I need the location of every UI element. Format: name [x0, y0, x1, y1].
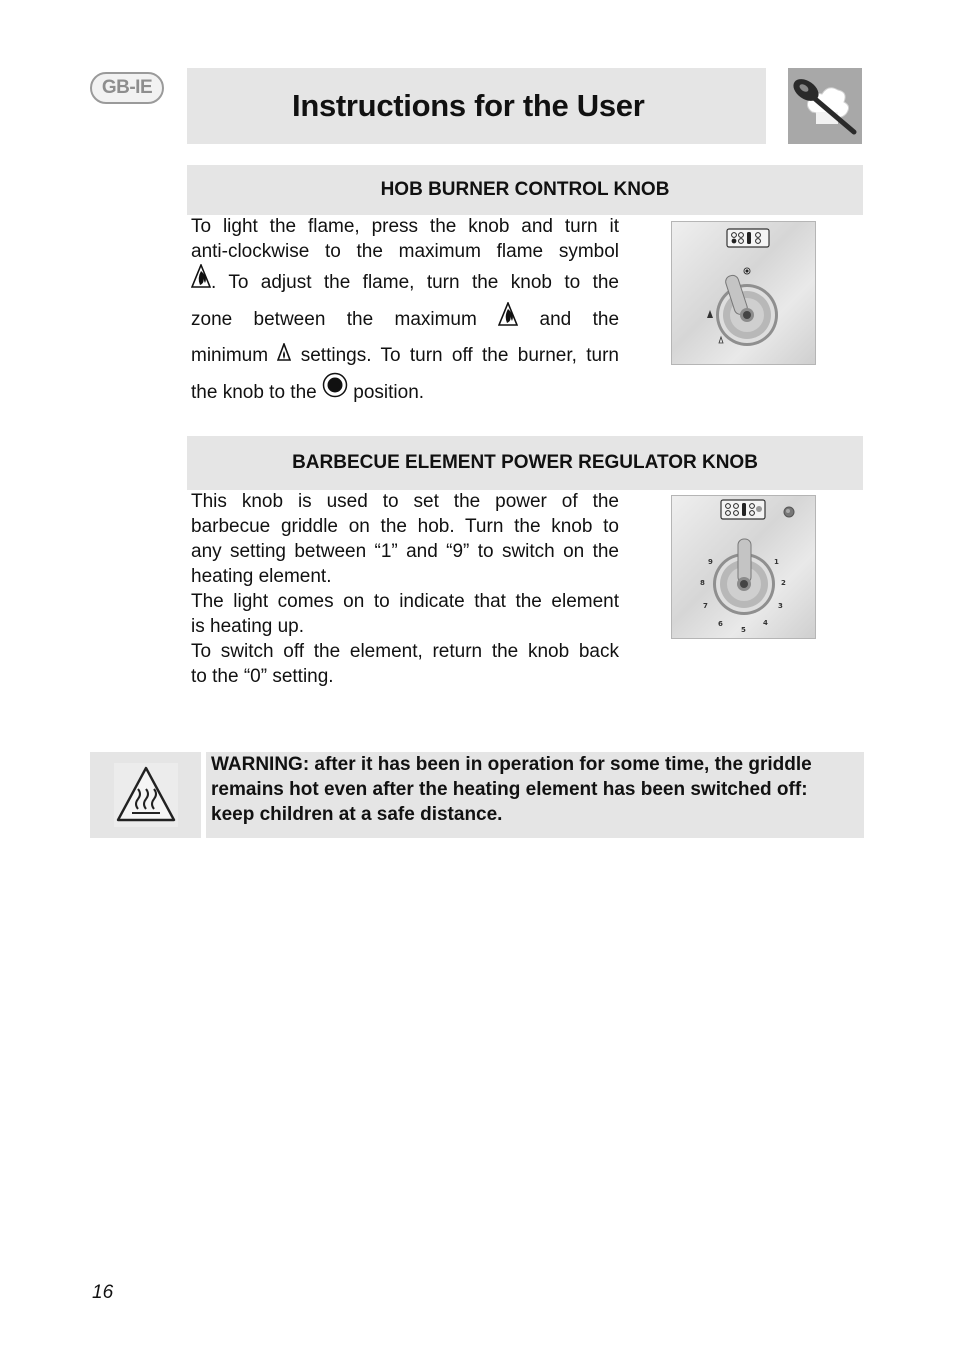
text-fragment: position.: [353, 382, 425, 404]
dial-number: 3: [778, 602, 783, 610]
dial-number: 6: [718, 620, 723, 628]
hob-burner-text: [191, 214, 619, 414]
text-line: is heating up.: [191, 616, 305, 637]
text-line: [191, 301, 619, 338]
dial-number: 9: [708, 558, 713, 566]
paragraph: [191, 639, 619, 689]
page-title: Instructions for the User: [292, 88, 645, 123]
max-flame-icon: [498, 302, 518, 339]
hob-knob-illustration: [671, 221, 816, 365]
text-fragment: zone between the maximum: [191, 309, 477, 331]
warning-line: keep children at a safe distance.: [211, 804, 503, 825]
text-fragment: . To adjust the flame, turn the knob to the: [211, 272, 619, 293]
dial-number: 4: [763, 619, 768, 627]
warning-message: [206, 752, 864, 838]
paragraph: [191, 489, 619, 589]
dial-number: 2: [781, 579, 786, 587]
dial-number: 1: [774, 558, 779, 566]
barbecue-text: [191, 489, 619, 689]
dial-number: 7: [703, 602, 708, 610]
text-line: To switch off the element, return the knob back: [191, 641, 619, 662]
text-line: The light comes on to indicate that the element: [191, 591, 619, 612]
text-line: anti-clockwise to the maximum flame symbol: [191, 241, 619, 262]
title-bar: [187, 68, 766, 144]
dial-number: 5: [741, 626, 746, 634]
language-badge: GB-IE: [90, 72, 164, 104]
text-line: barbecue griddle on the hob. Turn the knob to: [191, 516, 619, 537]
dial-number: 8: [700, 579, 705, 587]
text-line: [191, 264, 619, 301]
hot-surface-warning-icon: [90, 752, 201, 838]
text-line: any setting between “1” and “9” to switch on the: [191, 541, 619, 562]
text-line: to the “0” setting.: [191, 666, 334, 687]
page-number: 16: [92, 1282, 114, 1303]
warning-line: remains hot even after the heating element has been switched off:: [211, 779, 808, 800]
barbecue-knob-illustration: [671, 495, 816, 639]
text-fragment: minimum: [191, 344, 269, 366]
off-position-icon: [322, 372, 348, 414]
text-line: [191, 339, 619, 372]
paragraph: [191, 589, 619, 639]
hob-burner-heading: HOB BURNER CONTROL KNOB: [187, 165, 863, 215]
text-line: This knob is used to set the power of the: [191, 491, 619, 512]
text-line: To light the flame, press the knob and turn it: [191, 216, 619, 237]
text-line: heating element.: [191, 566, 332, 587]
text-fragment: and the: [539, 309, 620, 331]
spoon-chef-hat-icon: [788, 68, 862, 144]
min-flame-icon: [277, 339, 291, 372]
barbecue-heading: BARBECUE ELEMENT POWER REGULATOR KNOB: [187, 436, 863, 490]
text-fragment: settings. To turn off the burner, turn: [300, 344, 619, 366]
text-line: [191, 372, 619, 414]
text-fragment: the knob to the: [191, 382, 317, 404]
max-flame-icon: [191, 264, 211, 301]
warning-line: WARNING: after it has been in operation for some time, the griddle: [211, 754, 812, 775]
